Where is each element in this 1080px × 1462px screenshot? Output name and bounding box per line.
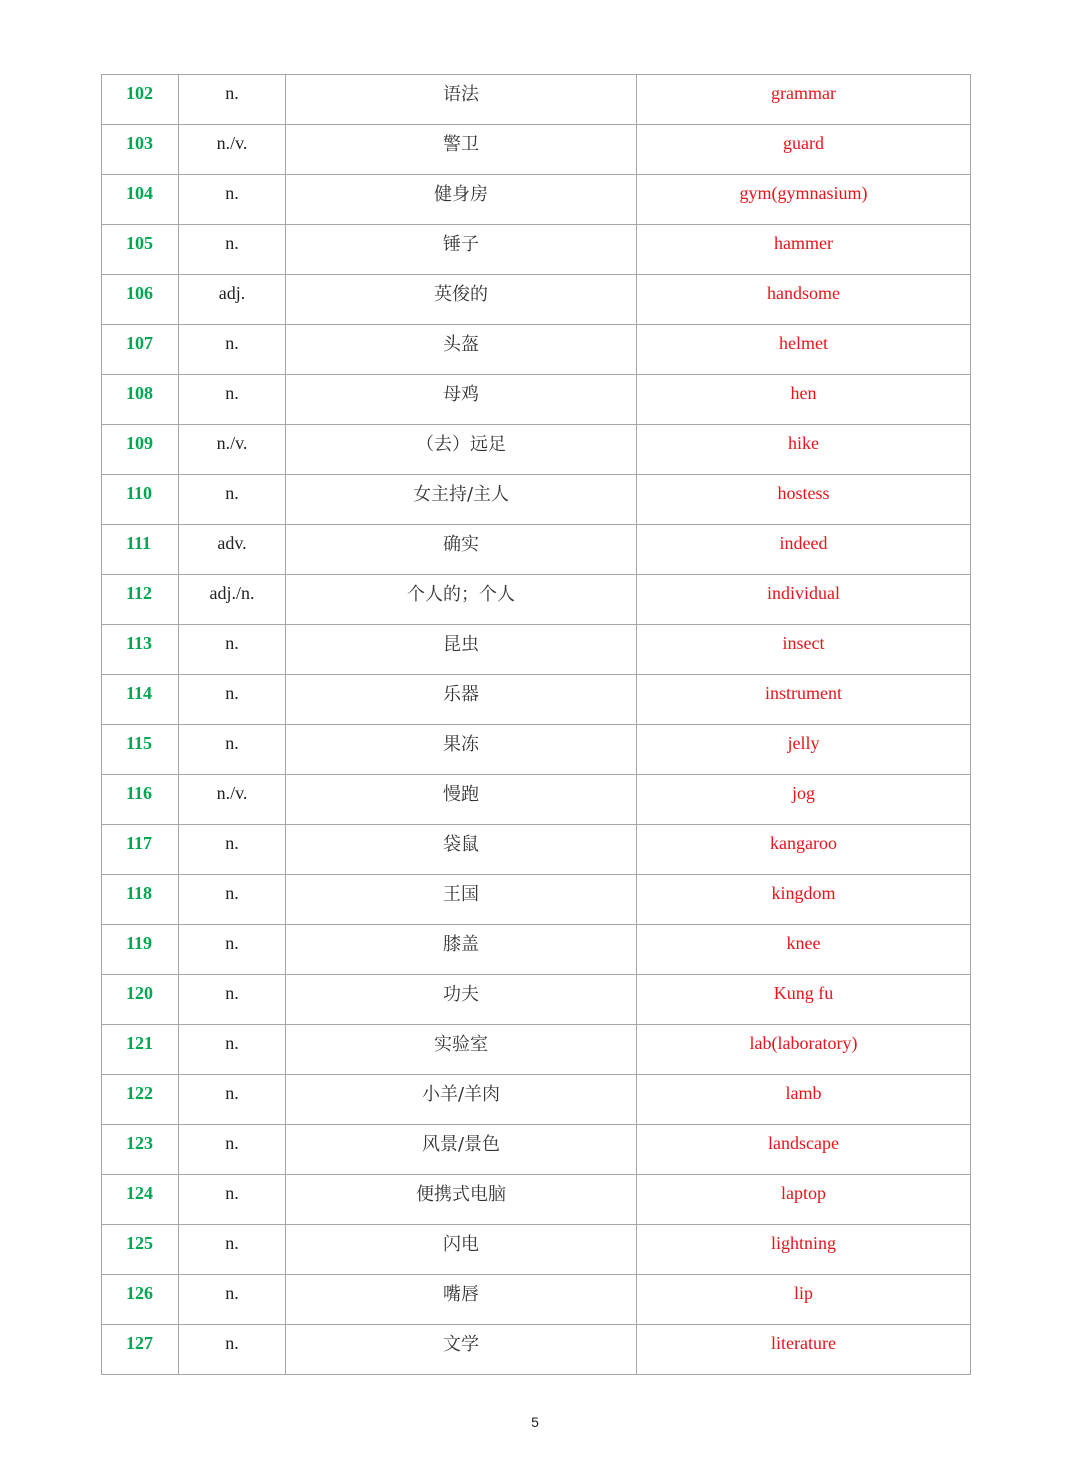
- table-row: [102, 925, 971, 975]
- part-of-speech-cell: [179, 675, 286, 725]
- table-row: [102, 1325, 971, 1375]
- part-of-speech: adv.: [217, 533, 247, 553]
- english-word: instrument: [765, 683, 842, 703]
- table-row: [102, 125, 971, 175]
- chinese-meaning: （去）远足: [416, 434, 506, 455]
- part-of-speech-cell: [179, 1225, 286, 1275]
- row-number: 102: [126, 83, 153, 103]
- english-word-cell: [637, 275, 971, 325]
- table-row: [102, 475, 971, 525]
- row-number: 127: [126, 1333, 153, 1353]
- chinese-meaning-cell: [286, 375, 637, 425]
- part-of-speech-cell: [179, 625, 286, 675]
- part-of-speech-cell: [179, 1125, 286, 1175]
- part-of-speech: n.: [225, 933, 239, 953]
- table-row: [102, 325, 971, 375]
- row-number-cell: [102, 975, 179, 1025]
- chinese-meaning-cell: [286, 725, 637, 775]
- row-number-cell: [102, 1125, 179, 1175]
- part-of-speech-cell: [179, 1275, 286, 1325]
- english-word-cell: [637, 125, 971, 175]
- row-number: 126: [126, 1283, 153, 1303]
- part-of-speech: n.: [225, 1183, 239, 1203]
- row-number-cell: [102, 925, 179, 975]
- row-number-cell: [102, 125, 179, 175]
- chinese-meaning-cell: [286, 575, 637, 625]
- row-number: 124: [126, 1183, 153, 1203]
- chinese-meaning: 乐器: [443, 684, 479, 705]
- part-of-speech: n.: [225, 883, 239, 903]
- row-number: 109: [126, 433, 153, 453]
- english-word-cell: [637, 1275, 971, 1325]
- chinese-meaning-cell: [286, 1075, 637, 1125]
- english-word-cell: [637, 725, 971, 775]
- english-word: jelly: [787, 733, 820, 753]
- chinese-meaning-cell: [286, 525, 637, 575]
- row-number: 122: [126, 1083, 153, 1103]
- english-word: indeed: [779, 533, 828, 553]
- row-number-cell: [102, 525, 179, 575]
- part-of-speech: n.: [225, 683, 239, 703]
- part-of-speech-cell: [179, 125, 286, 175]
- chinese-meaning-cell: [286, 825, 637, 875]
- row-number-cell: [102, 1025, 179, 1075]
- part-of-speech-cell: [179, 875, 286, 925]
- table-row: [102, 1025, 971, 1075]
- row-number: 125: [126, 1233, 153, 1253]
- row-number-cell: [102, 1075, 179, 1125]
- row-number-cell: [102, 725, 179, 775]
- part-of-speech: n./v.: [216, 433, 248, 453]
- english-word: helmet: [779, 333, 828, 353]
- english-word-cell: [637, 175, 971, 225]
- english-word: hen: [790, 383, 817, 403]
- english-word-cell: [637, 425, 971, 475]
- chinese-meaning-cell: [286, 225, 637, 275]
- english-word: landscape: [768, 1133, 839, 1153]
- chinese-meaning: 膝盖: [443, 934, 479, 955]
- part-of-speech: n.: [225, 1283, 239, 1303]
- chinese-meaning-cell: [286, 1275, 637, 1325]
- english-word: lamb: [785, 1083, 822, 1103]
- row-number-cell: [102, 625, 179, 675]
- part-of-speech: n.: [225, 1033, 239, 1053]
- row-number: 114: [126, 683, 153, 703]
- part-of-speech: n.: [225, 383, 239, 403]
- chinese-meaning-cell: [286, 325, 637, 375]
- chinese-meaning-cell: [286, 775, 637, 825]
- english-word-cell: [637, 1025, 971, 1075]
- row-number: 120: [126, 983, 153, 1003]
- english-word: laptop: [781, 1183, 826, 1203]
- english-word: kangaroo: [770, 833, 837, 853]
- english-word-cell: [637, 575, 971, 625]
- part-of-speech-cell: [179, 1325, 286, 1375]
- english-word: jog: [791, 783, 815, 803]
- english-word: lab(laboratory): [749, 1033, 858, 1053]
- chinese-meaning: 便携式电脑: [416, 1184, 506, 1205]
- part-of-speech-cell: [179, 775, 286, 825]
- english-word-cell: [637, 925, 971, 975]
- part-of-speech: n.: [225, 983, 239, 1003]
- row-number: 105: [126, 233, 153, 253]
- english-word-cell: [637, 1075, 971, 1125]
- table-row: [102, 1275, 971, 1325]
- chinese-meaning: 头盔: [443, 334, 479, 355]
- chinese-meaning: 风景/景色: [421, 1134, 501, 1155]
- row-number-cell: [102, 325, 179, 375]
- english-word-cell: [637, 875, 971, 925]
- part-of-speech-cell: [179, 75, 286, 125]
- table-row: [102, 725, 971, 775]
- chinese-meaning: 警卫: [443, 134, 479, 155]
- row-number: 112: [126, 583, 153, 603]
- chinese-meaning: 慢跑: [443, 784, 479, 805]
- row-number-cell: [102, 275, 179, 325]
- chinese-meaning-cell: [286, 475, 637, 525]
- table-row: [102, 525, 971, 575]
- chinese-meaning-cell: [286, 425, 637, 475]
- english-word: lip: [793, 1283, 813, 1303]
- english-word-cell: [637, 775, 971, 825]
- row-number-cell: [102, 175, 179, 225]
- english-word: insect: [782, 633, 825, 653]
- english-word: gym(gymnasium): [739, 183, 868, 203]
- chinese-meaning: 语法: [443, 84, 479, 105]
- part-of-speech: n.: [225, 633, 239, 653]
- row-number-cell: [102, 575, 179, 625]
- english-word: kingdom: [771, 883, 836, 903]
- part-of-speech: n.: [225, 1333, 239, 1353]
- chinese-meaning-cell: [286, 925, 637, 975]
- table-row: [102, 575, 971, 625]
- row-number-cell: [102, 1325, 179, 1375]
- table-row: [102, 1075, 971, 1125]
- table-row: [102, 1175, 971, 1225]
- part-of-speech: n.: [225, 483, 239, 503]
- row-number-cell: [102, 425, 179, 475]
- row-number-cell: [102, 1225, 179, 1275]
- part-of-speech: n.: [225, 733, 239, 753]
- table-row: [102, 175, 971, 225]
- english-word-cell: [637, 975, 971, 1025]
- table-row: [102, 875, 971, 925]
- english-word-cell: [637, 75, 971, 125]
- table-row: [102, 975, 971, 1025]
- part-of-speech-cell: [179, 975, 286, 1025]
- table-row: [102, 625, 971, 675]
- row-number: 113: [126, 633, 153, 653]
- row-number: 111: [126, 533, 152, 553]
- english-word-cell: [637, 675, 971, 725]
- english-word: hike: [788, 433, 819, 453]
- chinese-meaning: 确实: [443, 534, 479, 555]
- chinese-meaning-cell: [286, 175, 637, 225]
- part-of-speech: n.: [225, 1133, 239, 1153]
- row-number: 106: [126, 283, 153, 303]
- part-of-speech: n.: [225, 183, 239, 203]
- part-of-speech: n.: [225, 1083, 239, 1103]
- table-row: [102, 75, 971, 125]
- part-of-speech: adj./n.: [209, 583, 255, 603]
- row-number-cell: [102, 825, 179, 875]
- english-word: guard: [783, 133, 824, 153]
- table-row: [102, 675, 971, 725]
- english-word: individual: [767, 583, 840, 603]
- english-word-cell: [637, 525, 971, 575]
- chinese-meaning: 袋鼠: [443, 834, 479, 855]
- english-word: lightning: [770, 1233, 836, 1253]
- chinese-meaning: 锤子: [443, 234, 479, 255]
- row-number: 110: [126, 483, 153, 503]
- english-word-cell: [637, 1125, 971, 1175]
- chinese-meaning-cell: [286, 1225, 637, 1275]
- part-of-speech-cell: [179, 225, 286, 275]
- english-word: handsome: [767, 283, 840, 303]
- part-of-speech-cell: [179, 275, 286, 325]
- english-word: literature: [771, 1333, 836, 1353]
- english-word: hostess: [777, 483, 830, 503]
- part-of-speech-cell: [179, 725, 286, 775]
- part-of-speech-cell: [179, 1175, 286, 1225]
- chinese-meaning: 英俊的: [434, 284, 488, 305]
- row-number: 103: [126, 133, 153, 153]
- row-number-cell: [102, 375, 179, 425]
- part-of-speech-cell: [179, 575, 286, 625]
- table-row: [102, 1125, 971, 1175]
- table-row: [102, 225, 971, 275]
- english-word-cell: [637, 1175, 971, 1225]
- chinese-meaning: 昆虫: [443, 634, 479, 655]
- english-word-cell: [637, 375, 971, 425]
- table-row: [102, 375, 971, 425]
- part-of-speech: n./v.: [216, 133, 248, 153]
- part-of-speech: n.: [225, 333, 239, 353]
- chinese-meaning: 嘴唇: [443, 1284, 479, 1305]
- table-row: [102, 275, 971, 325]
- english-word-cell: [637, 1325, 971, 1375]
- english-word-cell: [637, 475, 971, 525]
- part-of-speech-cell: [179, 175, 286, 225]
- row-number-cell: [102, 75, 179, 125]
- part-of-speech: n.: [225, 833, 239, 853]
- row-number: 115: [126, 733, 153, 753]
- row-number: 104: [126, 183, 153, 203]
- chinese-meaning: 实验室: [434, 1034, 488, 1055]
- chinese-meaning: 健身房: [434, 184, 488, 205]
- vocabulary-table: [101, 74, 971, 1375]
- part-of-speech-cell: [179, 525, 286, 575]
- part-of-speech-cell: [179, 375, 286, 425]
- chinese-meaning: 小羊/羊肉: [421, 1084, 501, 1105]
- row-number: 107: [126, 333, 153, 353]
- part-of-speech-cell: [179, 1075, 286, 1125]
- row-number-cell: [102, 1175, 179, 1225]
- part-of-speech: n./v.: [216, 783, 248, 803]
- part-of-speech-cell: [179, 425, 286, 475]
- english-word-cell: [637, 825, 971, 875]
- english-word: Kung fu: [773, 983, 834, 1003]
- row-number: 116: [126, 783, 153, 803]
- row-number-cell: [102, 775, 179, 825]
- row-number: 118: [126, 883, 153, 903]
- row-number-cell: [102, 225, 179, 275]
- part-of-speech-cell: [179, 825, 286, 875]
- row-number: 119: [126, 933, 153, 953]
- table-row: [102, 825, 971, 875]
- english-word: grammar: [771, 83, 836, 103]
- chinese-meaning-cell: [286, 1025, 637, 1075]
- chinese-meaning-cell: [286, 875, 637, 925]
- row-number: 108: [126, 383, 153, 403]
- chinese-meaning: 闪电: [443, 1234, 479, 1255]
- row-number-cell: [102, 675, 179, 725]
- part-of-speech: n.: [225, 233, 239, 253]
- chinese-meaning-cell: [286, 275, 637, 325]
- english-word-cell: [637, 1225, 971, 1275]
- english-word: hammer: [774, 233, 833, 253]
- chinese-meaning-cell: [286, 675, 637, 725]
- chinese-meaning: 女主持/主人: [412, 484, 510, 505]
- chinese-meaning: 母鸡: [443, 384, 479, 405]
- chinese-meaning: 功夫: [443, 984, 479, 1005]
- english-word-cell: [637, 225, 971, 275]
- row-number: 123: [126, 1133, 153, 1153]
- chinese-meaning-cell: [286, 625, 637, 675]
- chinese-meaning: 王国: [443, 884, 479, 905]
- row-number: 117: [126, 833, 153, 853]
- part-of-speech: adj.: [218, 283, 246, 303]
- table-row: [102, 425, 971, 475]
- vocabulary-table-body: [102, 75, 971, 1375]
- chinese-meaning: 个人的；个人: [407, 584, 515, 605]
- part-of-speech-cell: [179, 475, 286, 525]
- chinese-meaning-cell: [286, 75, 637, 125]
- part-of-speech-cell: [179, 925, 286, 975]
- chinese-meaning: 果冻: [443, 734, 479, 755]
- chinese-meaning-cell: [286, 975, 637, 1025]
- chinese-meaning-cell: [286, 1175, 637, 1225]
- page-number: 5: [531, 1414, 539, 1430]
- part-of-speech: n.: [225, 83, 239, 103]
- part-of-speech-cell: [179, 1025, 286, 1075]
- english-word-cell: [637, 625, 971, 675]
- row-number-cell: [102, 875, 179, 925]
- chinese-meaning-cell: [286, 125, 637, 175]
- table-row: [102, 775, 971, 825]
- row-number-cell: [102, 1275, 179, 1325]
- part-of-speech-cell: [179, 325, 286, 375]
- part-of-speech: n.: [225, 1233, 239, 1253]
- english-word-cell: [637, 325, 971, 375]
- table-row: [102, 1225, 971, 1275]
- chinese-meaning: 文学: [443, 1334, 479, 1355]
- english-word: knee: [786, 933, 821, 953]
- chinese-meaning-cell: [286, 1125, 637, 1175]
- chinese-meaning-cell: [286, 1325, 637, 1375]
- row-number-cell: [102, 475, 179, 525]
- row-number: 121: [126, 1033, 153, 1053]
